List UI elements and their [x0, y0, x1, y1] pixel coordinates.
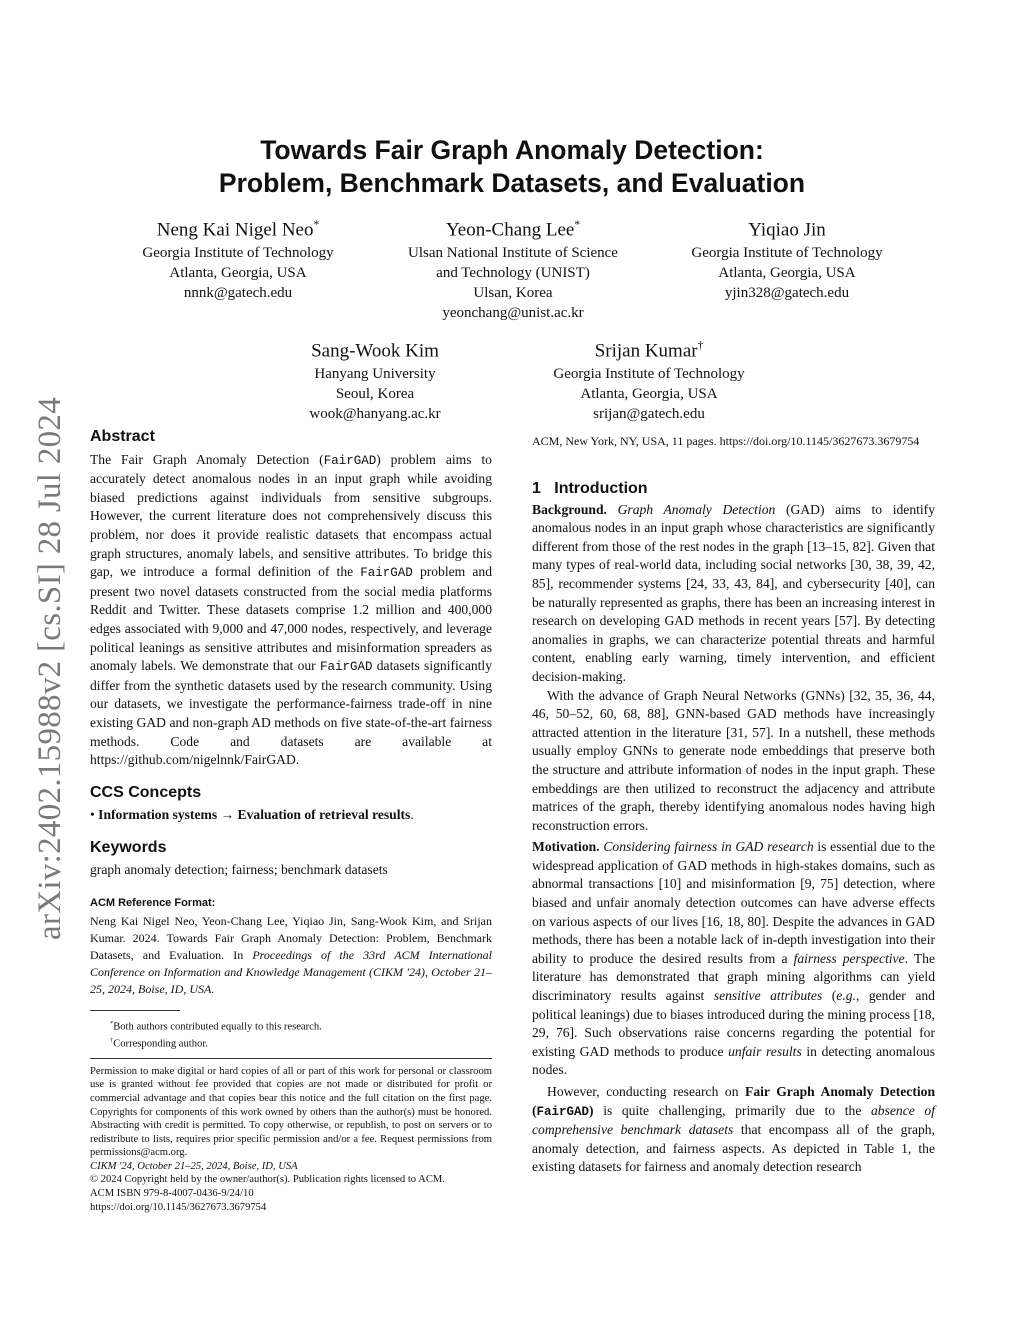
author-name: Yeon-Chang Lee* — [445, 219, 581, 241]
author-location: Seoul, Korea — [335, 386, 415, 403]
author-location: Atlanta, Georgia, USA — [718, 265, 856, 282]
abstract-heading: Abstract — [90, 428, 155, 445]
gnn-paragraph: With the advance of Graph Neural Networks (GNNs) [32, 35, 36, 44, 46, 50–52, 60, 68, 88], GNN-based GAD methods have increasingly attracted attention in the literature [31, 57]. In a nutshell, these methods usually employ GNNs to generate node embeddings that preserve both the structure and attribute information of nodes in the input graph. These embeddings are then utilized to reconstruct the adjacency and attribute matrices of the graph, thereby identifying anomalous nodes having high reconstruction errors. — [532, 687, 935, 833]
author-email[interactable]: yeonchang@unist.ac.kr — [442, 305, 584, 322]
author-email[interactable]: wook@hanyang.ac.kr — [309, 406, 441, 423]
author-block — [383, 213, 643, 323]
ccs-heading: CCS Concepts — [90, 783, 202, 801]
right-column — [532, 433, 935, 1177]
author-name: Sang-Wook Kim — [311, 340, 439, 362]
author-email[interactable]: srijan@gatech.edu — [593, 406, 705, 423]
title-line-2: Problem, Benchmark Datasets, and Evaluation — [218, 168, 806, 198]
author-name: Neng Kai Nigel Neo* — [156, 219, 320, 241]
ccs-concepts: • Information systems → Evaluation of retrieval results. — [90, 807, 414, 823]
arxiv-identifier: arXiv:2402.15988v2 [cs.SI] 28 Jul 2024 — [32, 396, 68, 940]
acm-reference-continued: ACM, New York, NY, USA, 11 pages. https://doi.org/10.1145/3627673.3679754 — [532, 434, 920, 448]
paper-title — [0, 134, 1024, 200]
author-name: Yiqiao Jin — [748, 219, 826, 241]
abstract-text: The Fair Graph Anomaly Detection (FairGAD) problem aims to accurately detect anomalous nodes in an input graph while avoiding biased predictions against individuals from sensitive subgroups. However, the current literature does not comprehensively discuss this problem, nor does it provide realistic datasets that encompass actual graph structures, anomaly labels, and sensitive attributes. To bridge this gap, we introduce a formal definition of the FairGAD problem and present two novel datasets constructed from the social media platforms Reddit and Twitter. These datasets comprise 1.2 million and 400,000 edges associated with 9,000 and 47,000 nodes, respectively, and leverage political leanings as sensitive attributes and misinformation spreaders as anomaly labels. We demonstrate that our FairGAD datasets significantly differ from the synthetic datasets used by the research community. Using our datasets, we investigate the performance-fairness trade-off in nine existing GAD and non-graph AD methods on five state-of-the-art fairness methods. Code and datasets are available at https://github.com/nigelnnk/FairGAD. — [90, 451, 492, 768]
acm-reference-text: Neng Kai Nigel Neo, Yeon-Chang Lee, Yiqiao Jin, Sang-Wook Kim, and Srijan Kumar. 2024. Towards Fair Graph Anomaly Detection: Problem, Benchmark Datasets, and Evaluation. In Proceedings of the 33rd ACM International Conference on Information and Knowledge Management (CIKM '24), October 21–25, 2024, Boise, ID, USA. — [90, 913, 492, 996]
keywords-heading: Keywords — [90, 838, 167, 856]
keywords-text: graph anomaly detection; fairness; benchmark datasets — [90, 862, 388, 878]
author-email[interactable]: yjin328@gatech.edu — [724, 285, 850, 302]
doi-link[interactable]: https://doi.org/10.1145/3627673.3679754 — [90, 1201, 267, 1213]
footnote-corresponding: †Corresponding author. — [110, 1037, 208, 1050]
challenge-paragraph: However, conducting research on Fair Graph Anomaly Detection (FairGAD) is quite challenging, primarily due to the absence of comprehensive benchmark datasets that encompass all of the graph, anomaly detection, and fairness aspects. As depicted in Table 1, the existing datasets for fairness and anomaly detection research — [532, 1084, 936, 1175]
permission-notice: Permission to make digital or hard copies of all or part of this work for personal or classroom use is granted without fee provided that copies are not made or distributed for profit or commercial advantage and that copies bear this notice and the full citation on the first page. Copyrights for components of this work owned by others than the author(s) must be honored. Abstracting with credit is permitted. To copy otherwise, or republish, to post on servers or to redistribute to lists, requires prior specific permission and/or a fee. Request permissions from permissions@acm.org. — [90, 1065, 492, 1159]
author-affiliation: Georgia Institute of Technology — [691, 245, 883, 262]
motivation-paragraph: Motivation. Considering fairness in GAD research is essential due to the widespread application of GAD methods in high-stakes domains, such as abnormal transactions [10] and misinformation [9, 75] detection, where biased and unfair anomaly detection outcomes can have adverse effects on various aspects of our lives [16, 18, 80]. Despite the advances in GAD methods, there has been a notable lack of in-depth investigation into their ability to produce the desired results from a fairness perspective. The literature has demonstrated that graph mining algorithms can yield discriminatory results against sensitive attributes (e.g., gender and political leanings) due to biases introduced during the mining process [18, 29, 76]. Such observations raise concerns regarding the potential for existing GAD methods to produce unfair results in detecting anomalous nodes. — [532, 839, 935, 1078]
author-affiliation-cont: and Technology (UNIST) — [436, 265, 590, 282]
author-location: Ulsan, Korea — [473, 285, 553, 302]
author-block — [667, 213, 907, 303]
author-block — [529, 334, 769, 424]
author-affiliation: Georgia Institute of Technology — [553, 366, 745, 383]
author-affiliation: Hanyang University — [314, 366, 436, 383]
introduction-heading: 1 Introduction — [532, 480, 648, 497]
footnote-equal-contribution: *Both authors contributed equally to this research. — [110, 1019, 322, 1033]
author-affiliation: Georgia Institute of Technology — [142, 245, 334, 262]
author-block — [285, 334, 465, 424]
footnote-rule — [90, 1010, 180, 1011]
author-affiliation: Ulsan National Institute of Science — [408, 245, 618, 262]
background-paragraph: Background. Graph Anomaly Detection (GAD) aims to identify anomalous nodes in an input graph whose characteristics are significantly different from those of the rest nodes in the graph [13–15, 82]. Given that many types of real-world data, including social networks [30, 38, 39, 42, 85], recommender systems [24, 33, 43, 84], and cybersecurity [40], can be naturally represented as graphs, there has been an increasing interest in research on developing GAD methods in recent years [57]. By detecting anomalies in graphs, we can characterize potential threats and harmful content, enabling early warning, timely intervention, and efficient decision-making. — [532, 501, 935, 684]
left-column — [90, 428, 492, 1214]
author-name: Srijan Kumar† — [594, 340, 704, 362]
copyright-line: © 2024 Copyright held by the owner/author(s). Publication rights licensed to ACM. — [90, 1174, 445, 1186]
permission-venue: CIKM '24, October 21–25, 2024, Boise, ID, USA — [90, 1160, 298, 1172]
author-location: Atlanta, Georgia, USA — [169, 265, 307, 282]
permission-rule — [90, 1058, 492, 1059]
acm-reference-label: ACM Reference Format: — [90, 897, 216, 910]
title-line-1: Towards Fair Graph Anomaly Detection: — [260, 135, 764, 165]
author-location: Atlanta, Georgia, USA — [580, 386, 718, 403]
author-email[interactable]: nnnk@gatech.edu — [183, 285, 293, 302]
isbn-line: ACM ISBN 979-8-4007-0436-9/24/10 — [90, 1188, 254, 1200]
author-block — [118, 213, 358, 303]
